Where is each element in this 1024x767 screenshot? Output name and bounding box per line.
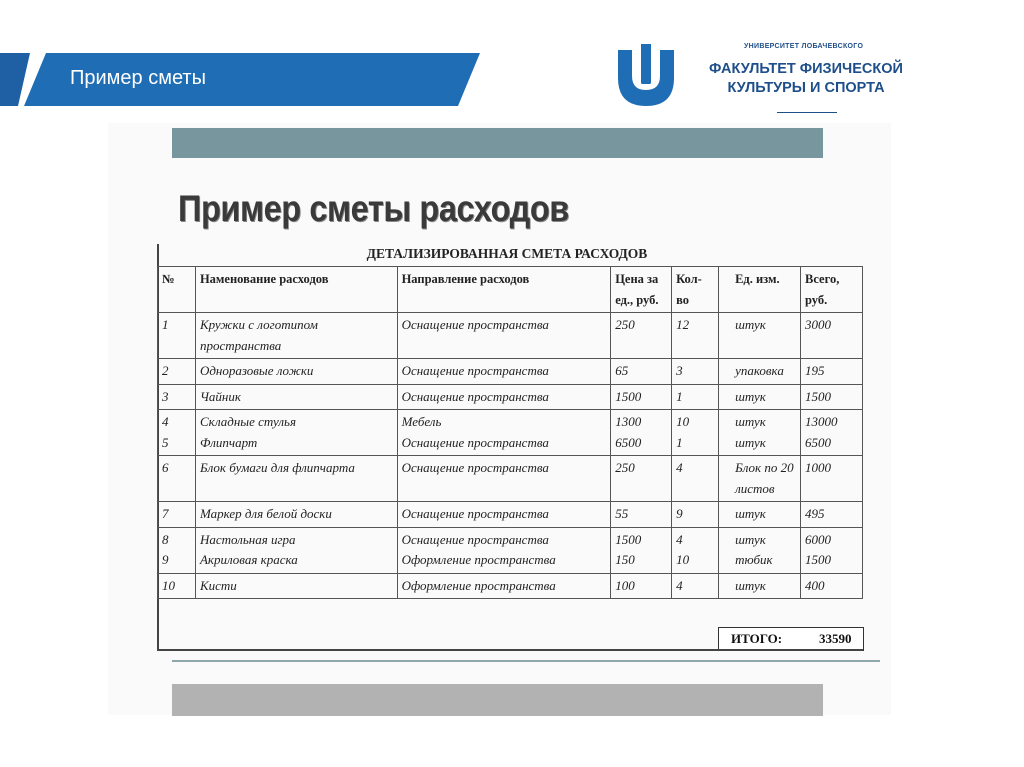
row-price: 65 — [611, 359, 672, 385]
row-name: Кружки с логотипом пространства — [195, 313, 397, 359]
row-total: 1500 — [801, 384, 863, 410]
row-price: 1300 6500 — [611, 410, 672, 456]
row-qty: 4 — [672, 456, 719, 502]
row-num: 7 — [158, 502, 196, 528]
row-qty: 4 — [672, 573, 719, 599]
row-num: 6 — [158, 456, 196, 502]
document-title: Пример сметы расходов — [178, 188, 569, 229]
row-price: 55 — [611, 502, 672, 528]
total-label: ИТОГО: — [731, 631, 783, 646]
table-bottom-line — [157, 649, 863, 651]
row-qty: 3 — [672, 359, 719, 385]
row-total: 495 — [801, 502, 863, 528]
row-qty: 12 — [672, 313, 719, 359]
row-num: 1 — [158, 313, 196, 359]
col-header-unit: Ед. изм. — [719, 267, 801, 313]
row-direction: Мебель Оснащение пространства — [397, 410, 611, 456]
col-header-name: Наменование расходов — [195, 267, 397, 313]
row-direction: Оснащение пространства — [397, 359, 611, 385]
row-name: Складные стулья Флипчарт — [195, 410, 397, 456]
row-price: 1500 — [611, 384, 672, 410]
row-direction: Оформление пространства — [397, 573, 611, 599]
row-direction: Оснащение пространства — [397, 502, 611, 528]
row-direction: Оснащение пространства — [397, 456, 611, 502]
row-name: Маркер для белой доски — [195, 502, 397, 528]
banner-accent — [0, 53, 30, 106]
university-name: УНИВЕРСИТЕТ ЛОБАЧЕВСКОГО — [744, 43, 864, 50]
row-unit: штук — [719, 502, 801, 528]
row-unit: упаковка — [719, 359, 801, 385]
row-total: 13000 6500 — [801, 410, 863, 456]
document-top-bar — [172, 128, 823, 158]
row-num: 10 — [158, 573, 196, 599]
row-total: 400 — [801, 573, 863, 599]
faculty-line-1: ФАКУЛЬТЕТ ФИЗИЧЕСКОЙ — [709, 61, 903, 77]
row-direction: Оснащение пространства — [397, 384, 611, 410]
col-header-num: № — [158, 267, 196, 313]
col-header-qty: Кол-во — [672, 267, 719, 313]
table-row — [158, 527, 863, 573]
row-unit: штук — [719, 313, 801, 359]
row-name: Кисти — [195, 573, 397, 599]
row-direction: Оснащение пространства — [397, 313, 611, 359]
document-bottom-bar — [172, 684, 823, 716]
row-price: 100 — [611, 573, 672, 599]
faculty-name — [695, 60, 917, 98]
row-name: Одноразовые ложки — [195, 359, 397, 385]
row-unit: Блок по 20 листов — [719, 456, 801, 502]
table-caption: ДЕТАЛИЗИРОВАННАЯ СМЕТА РАСХОДОВ — [366, 246, 648, 261]
col-header-direction: Направление расходов — [397, 267, 611, 313]
slide-title: Пример сметы — [70, 67, 206, 89]
row-qty: 9 — [672, 502, 719, 528]
col-header-price: Цена за ед., руб. — [611, 267, 672, 313]
total-box — [718, 627, 864, 651]
row-total: 1000 — [801, 456, 863, 502]
row-price: 250 — [611, 313, 672, 359]
table-row — [158, 456, 863, 502]
row-name: Чайник — [195, 384, 397, 410]
row-num: 4 5 — [158, 410, 196, 456]
table-row — [158, 573, 863, 599]
row-num: 2 — [158, 359, 196, 385]
row-qty: 1 — [672, 384, 719, 410]
row-unit: штук тюбик — [719, 527, 801, 573]
row-total: 195 — [801, 359, 863, 385]
row-total: 6000 1500 — [801, 527, 863, 573]
document-bottom-rule — [172, 660, 880, 662]
faculty-line-2: КУЛЬТУРЫ И СПОРТА — [727, 80, 885, 96]
row-qty: 4 10 — [672, 527, 719, 573]
faculty-underline — [777, 112, 837, 113]
row-unit: штук — [719, 384, 801, 410]
row-price: 1500 150 — [611, 527, 672, 573]
row-unit: штук штук — [719, 410, 801, 456]
col-header-total: Всего, руб. — [801, 267, 863, 313]
row-name: Настольная игра Акриловая краска — [195, 527, 397, 573]
row-price: 250 — [611, 456, 672, 502]
estimate-table — [157, 266, 863, 599]
row-unit: штук — [719, 573, 801, 599]
row-direction: Оснащение пространства Оформление пространства — [397, 527, 611, 573]
table-row — [158, 384, 863, 410]
row-total: 3000 — [801, 313, 863, 359]
university-logo-icon — [612, 42, 680, 112]
table-header-row — [158, 267, 863, 313]
row-num: 8 9 — [158, 527, 196, 573]
row-num: 3 — [158, 384, 196, 410]
table-row — [158, 502, 863, 528]
table-row — [158, 359, 863, 385]
row-name: Блок бумаги для флипчарта — [195, 456, 397, 502]
table-row — [158, 313, 863, 359]
table-row — [158, 410, 863, 456]
row-qty: 10 1 — [672, 410, 719, 456]
total-value: 33590 — [819, 631, 852, 646]
